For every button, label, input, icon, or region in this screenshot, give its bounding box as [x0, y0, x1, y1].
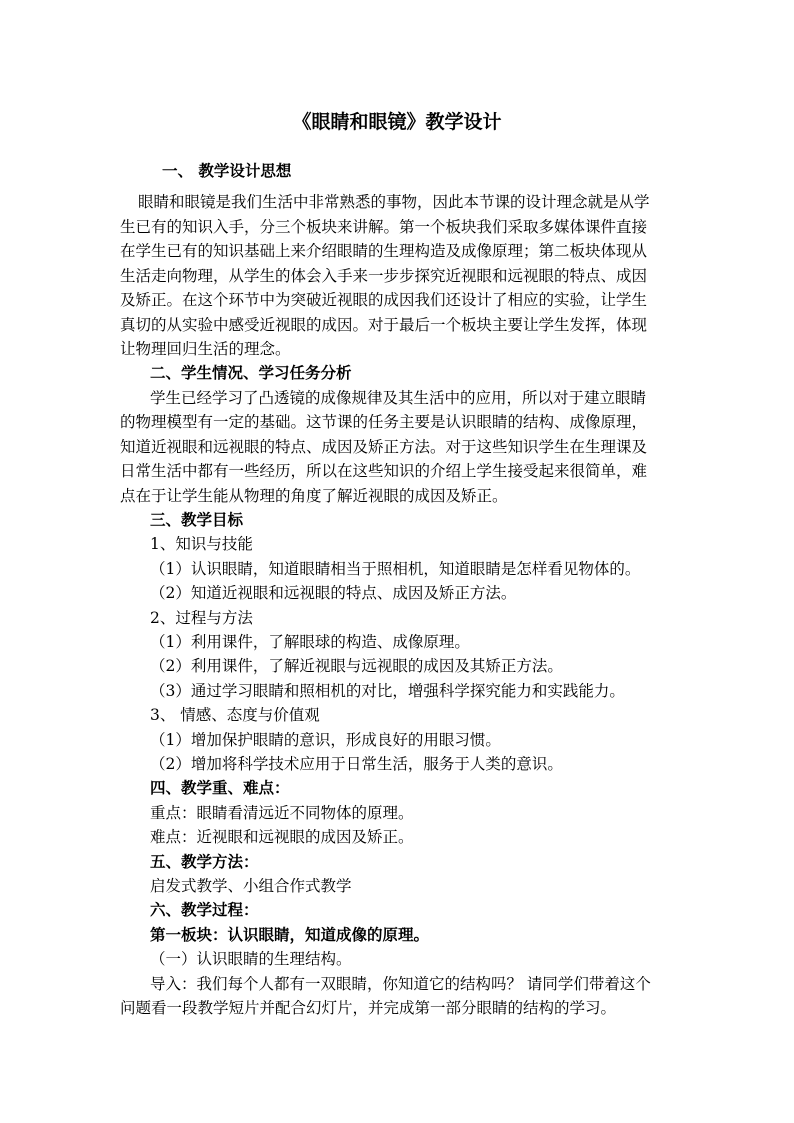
section6-intro-line-1: 导入：我们每个人都有一双眼睛，你知道它的结构吗？ 请同学们带着这个	[150, 975, 651, 993]
section1-line-1: 眼睛和眼镜是我们生活中非常熟悉的事物，因此本节课的设计理念就是从学	[138, 193, 650, 211]
section3-sub3-item-1: （1）增加保护眼睛的意识，形成良好的用眼习惯。	[150, 731, 501, 749]
section3-sub2: 2、过程与方法	[150, 609, 253, 627]
section5-content: 启发式教学、小组合作式教学	[150, 877, 352, 895]
section3-sub3: 3、 情感、态度与价值观	[150, 706, 320, 724]
section3-sub1-item-2: （2）知道近视眼和远视眼的特点、成因及矫正方法。	[150, 584, 517, 602]
section6-heading: 六、教学过程：	[150, 900, 259, 919]
section6-block1-sub: （一）认识眼睛的生理结构。	[150, 950, 352, 968]
document-title: 《眼睛和眼镜》教学设计	[292, 111, 502, 133]
section2-line-2: 的物理模型有一定的基础。这节课的任务主要是认识眼睛的结构、成像原理，	[120, 413, 648, 431]
section3-sub2-item-2: （2）利用课件，了解近视眼与远视眼的成因及其矫正方法。	[150, 657, 563, 675]
section4-difficult-point: 难点：近视眼和远视眼的成因及矫正。	[150, 828, 414, 846]
section6-intro-line-2: 问题看一段教学短片并配合幻灯片，并完成第一部分眼睛的结构的学习。	[120, 999, 617, 1017]
section3-sub1-item-1: （1）认识眼睛，知道眼睛相当于照相机，知道眼睛是怎样看见物体的。	[150, 560, 641, 578]
section2-heading: 二、学生情况、学习任务分析	[150, 363, 352, 382]
section2-line-3: 知道近视眼和远视眼的特点、成因及矫正方法。对于这些知识学生在生理课及	[120, 438, 648, 456]
section4-heading: 四、教学重、难点：	[150, 778, 290, 797]
section2-line-4: 日常生活中都有一些经历，所以在这些知识的介绍上学生接受起来很简单，难	[120, 462, 648, 480]
section3-sub3-item-2: （2）增加将科学技术应用于日常生活，服务于人类的意识。	[150, 755, 563, 773]
section1-line-3: 在学生已有的知识基础上来介绍眼睛的生理构造及成像原理；第二板块体现从	[120, 242, 648, 260]
section2-line-1: 学生已经学习了凸透镜的成像规律及其生活中的应用，所以对于建立眼睛	[150, 389, 647, 407]
section2-line-5: 点在于让学生能从物理的角度了解近视眼的成因及矫正。	[120, 487, 508, 505]
section5-heading: 五、教学方法：	[150, 852, 259, 871]
section1-line-5: 及矫正。在这个环节中为突破近视眼的成因我们还设计了相应的实验，让学生	[120, 291, 648, 309]
section1-heading: 一、 教学设计思想	[162, 161, 292, 180]
section1-line-6: 真切的从实验中感受近视眼的成因。对于最后一个板块主要让学生发挥，体现	[120, 316, 648, 334]
section1-line-4: 生活走向物理，从学生的体会入手来一步步探究近视眼和远视眼的特点、成因	[120, 267, 648, 285]
section3-sub2-item-3: （3）通过学习眼睛和照相机的对比，增强科学探究能力和实践能力。	[150, 682, 625, 700]
section6-block1: 第一板块：认识眼睛，知道成像的原理。	[150, 925, 430, 944]
section1-line-2: 生已有的知识入手，分三个板块来讲解。第一个板块我们采取多媒体课件直接	[120, 218, 648, 236]
section3-heading: 三、教学目标	[150, 510, 244, 529]
section1-line-7: 让物理回归生活的理念。	[120, 340, 291, 358]
section4-key-point: 重点：眼睛看清远近不同物体的原理。	[150, 804, 414, 822]
section3-sub2-item-1: （1）利用课件，了解眼球的构造、成像原理。	[150, 633, 470, 651]
section3-sub1: 1、知识与技能	[150, 535, 253, 553]
